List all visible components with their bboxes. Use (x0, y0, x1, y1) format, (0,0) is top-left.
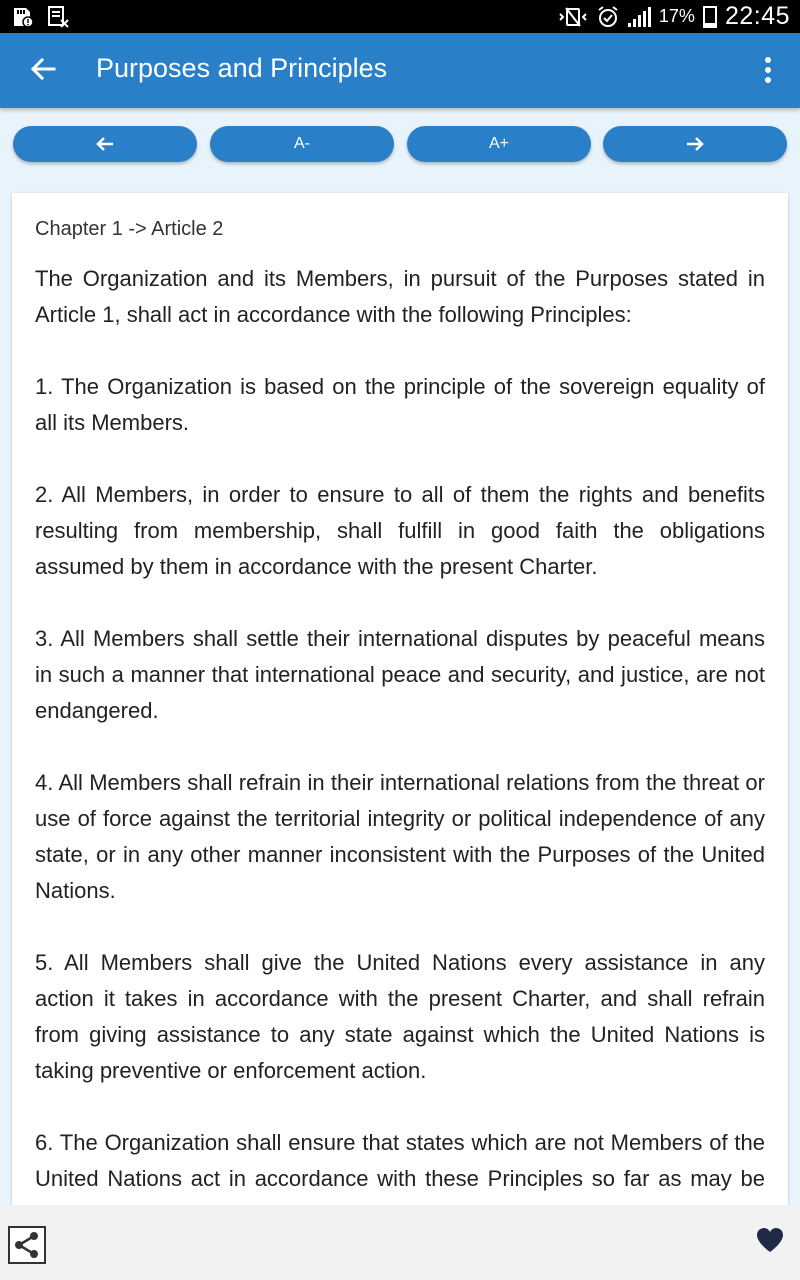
app-bar (0, 33, 800, 108)
article-principle-6: 6. The Organization shall ensure that states which are not Members of the United Nations act in accordance with these Principles so far as may be (35, 1130, 765, 1191)
article-intro: The Organization and its Members, in pursuit of the Purposes stated in Article 1, shall act in accordance with the following Principles: (35, 266, 765, 327)
font-increase-button[interactable]: A+ (407, 126, 591, 162)
page-title: Purposes and Principles (96, 53, 388, 83)
battery-icon (703, 6, 717, 28)
back-arrow-icon[interactable] (26, 51, 60, 87)
heart-icon[interactable] (756, 1227, 784, 1253)
clock: 22:45 (724, 2, 790, 30)
arrow-left-icon (95, 136, 115, 152)
share-icon (10, 1228, 44, 1262)
battery-percent: 17% (658, 6, 695, 26)
status-left-icons (10, 5, 70, 29)
alarm-icon (596, 5, 620, 29)
article-principle-5: 5. All Members shall give the United Nations every assistance in any action it takes in accordance with the present Charter, and shall refrain from giving assistance to any state against which the United Nations is taking preventive or enforcement action. (35, 950, 765, 1083)
article-principle-1: 1. The Organization is based on the principle of the sovereign equality of all its Members. (35, 374, 765, 435)
share-button[interactable] (8, 1226, 46, 1264)
screenshot-icon (46, 5, 70, 29)
signal-icon (628, 7, 651, 27)
breadcrumb: Chapter 1 -> Article 2 (35, 218, 224, 240)
arrow-right-icon (685, 136, 705, 152)
bottom-bar (0, 1205, 800, 1280)
status-bar (0, 0, 800, 33)
previous-article-button[interactable] (13, 126, 197, 162)
sd-card-icon (10, 6, 34, 28)
article-principle-3: 3. All Members shall settle their international disputes by peaceful means in such a manner that international peace and security, and justice, are not endangered. (35, 626, 765, 723)
font-decrease-button[interactable]: A- (210, 126, 394, 162)
status-right-icons (558, 0, 790, 33)
article-principle-2: 2. All Members, in order to ensure to all of them the rights and benefits resulting from membership, shall fulfill in good faith the obligations assumed by them in accordance with the present Charter. (35, 482, 765, 579)
article-principle-4: 4. All Members shall refrain in their international relations from the threat or use of force against the territorial integrity or political independence of any state, or in any other manner inconsistent with the Purposes of the United Nations. (35, 770, 765, 903)
overflow-menu-icon[interactable] (754, 55, 782, 85)
reader-toolbar (0, 108, 800, 183)
article-card[interactable] (12, 193, 788, 1205)
next-article-button[interactable] (603, 126, 787, 162)
vibrate-icon (558, 6, 588, 28)
